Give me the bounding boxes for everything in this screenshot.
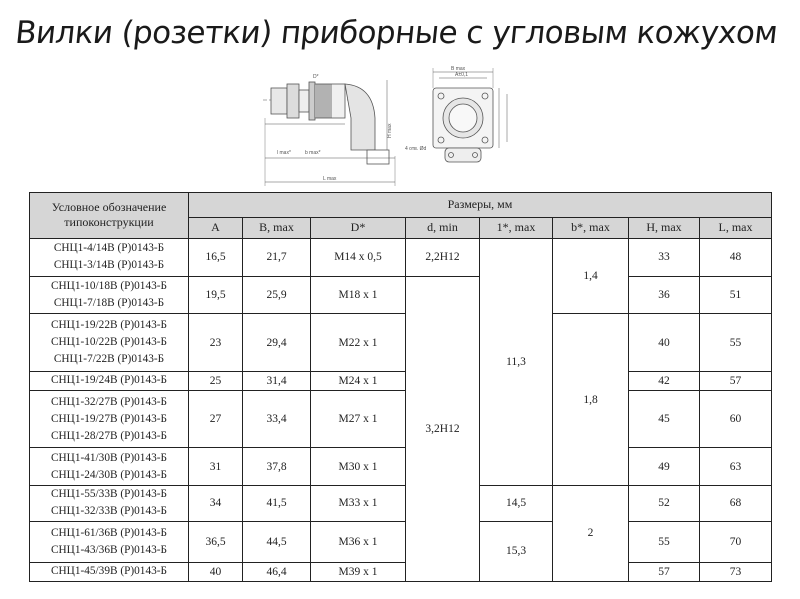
cell-b-max: 29,4 xyxy=(243,314,311,371)
dim-label-b-max: b max* xyxy=(305,150,321,156)
cell-d-thread: M36 x 1 xyxy=(311,521,406,562)
cell-d-thread: M39 x 1 xyxy=(311,562,406,581)
cell-b-max: 25,9 xyxy=(243,276,311,314)
cell-l-big-max: 63 xyxy=(700,448,772,486)
front-view-drawing xyxy=(433,68,507,162)
type-name-cell: СНЦ1-41/30В (Р)0143-Б СНЦ1-24/30В (Р)0143-Б xyxy=(30,448,189,486)
cell-b-max: 37,8 xyxy=(243,448,311,486)
header-sizes: Размеры, мм xyxy=(189,193,772,218)
cell-d-thread: M24 x 1 xyxy=(311,371,406,390)
cell-d-thread: M30 x 1 xyxy=(311,448,406,486)
col-header-a: A xyxy=(189,217,243,238)
table-row xyxy=(30,485,772,521)
col-header-b-small-max: b*, max xyxy=(553,217,629,238)
cell-d-thread: M33 x 1 xyxy=(311,485,406,521)
page-title: Вилки (розетки) приборные с угловым кожухом xyxy=(13,15,780,51)
cell-h-max: 33 xyxy=(629,238,700,276)
type-name-cell: СНЦ1-4/14В (Р)0143-Б СНЦ1-3/14В (Р)0143-Б xyxy=(30,238,189,276)
cell-b-max-group2: 1,8 xyxy=(553,314,629,486)
cell-a: 36,5 xyxy=(189,521,243,562)
col-header-d-thread: D* xyxy=(311,217,406,238)
dim-label-A: A±0,1 xyxy=(455,72,469,78)
dim-label-holes: 4 отв. Ød xyxy=(405,146,427,152)
cell-d-min-group1: 2,2H12 xyxy=(406,238,480,276)
dim-label-l-max: l max* xyxy=(277,150,291,156)
table-row xyxy=(30,238,772,276)
cell-l-big-max: 60 xyxy=(700,391,772,448)
type-name-cell: СНЦ1-10/18В (Р)0143-Б СНЦ1-7/18В (Р)0143-Б xyxy=(30,276,189,314)
cell-b-max: 21,7 xyxy=(243,238,311,276)
type-name-cell: СНЦ1-19/22В (Р)0143-Б СНЦ1-10/22В (Р)0143-Б СНЦ1-7/22В (Р)0143-Б xyxy=(30,314,189,371)
connector-technical-drawing xyxy=(255,58,540,193)
cell-h-max: 42 xyxy=(629,371,700,390)
cell-b-max: 46,4 xyxy=(243,562,311,581)
cell-d-thread: M14 x 0,5 xyxy=(311,238,406,276)
cell-b-max: 44,5 xyxy=(243,521,311,562)
col-header-d-min: d, min xyxy=(406,217,480,238)
table-row xyxy=(30,562,772,581)
dim-label-B-max: B max xyxy=(451,66,466,72)
cell-h-max: 36 xyxy=(629,276,700,314)
cell-b-max: 33,4 xyxy=(243,391,311,448)
cell-l-big-max: 48 xyxy=(700,238,772,276)
type-name-cell: СНЦ1-45/39В (Р)0143-Б xyxy=(30,562,189,581)
cell-a: 31 xyxy=(189,448,243,486)
cell-h-max: 40 xyxy=(629,314,700,371)
table-row xyxy=(30,314,772,371)
side-view-drawing xyxy=(263,80,395,186)
connector-spec-table xyxy=(29,192,772,582)
cell-h-max: 45 xyxy=(629,391,700,448)
cell-d-thread: M22 x 1 xyxy=(311,314,406,371)
cell-a: 23 xyxy=(189,314,243,371)
cell-d-thread: M18 x 1 xyxy=(311,276,406,314)
cell-b-max: 31,4 xyxy=(243,371,311,390)
cell-l-max-group2: 14,5 xyxy=(480,485,553,521)
table-row xyxy=(30,276,772,314)
cell-l-big-max: 70 xyxy=(700,521,772,562)
dim-label-H-max: H max xyxy=(387,123,393,138)
type-name-cell: СНЦ1-61/36В (Р)0143-Б СНЦ1-43/36В (Р)0143-Б xyxy=(30,521,189,562)
table-row xyxy=(30,371,772,390)
cell-l-big-max: 55 xyxy=(700,314,772,371)
col-header-b-max: B, max xyxy=(243,217,311,238)
header-type-designation: Условное обозначение типоконструкции xyxy=(30,193,189,239)
cell-a: 27 xyxy=(189,391,243,448)
cell-a: 34 xyxy=(189,485,243,521)
cell-h-max: 57 xyxy=(629,562,700,581)
cell-b-max: 41,5 xyxy=(243,485,311,521)
cell-b-max-group3: 2 xyxy=(553,485,629,581)
type-name-cell: СНЦ1-55/33В (Р)0143-Б СНЦ1-32/33В (Р)0143-Б xyxy=(30,485,189,521)
cell-d-min-group2: 3,2H12 xyxy=(406,276,480,581)
cell-l-big-max: 51 xyxy=(700,276,772,314)
cell-h-max: 55 xyxy=(629,521,700,562)
col-header-l-max: 1*, max xyxy=(480,217,553,238)
cell-a: 16,5 xyxy=(189,238,243,276)
table-row xyxy=(30,391,772,448)
cell-a: 25 xyxy=(189,371,243,390)
cell-b-max-group1: 1,4 xyxy=(553,238,629,314)
table-row xyxy=(30,521,772,562)
col-header-l-big-max: L, max xyxy=(700,217,772,238)
cell-a: 19,5 xyxy=(189,276,243,314)
type-name-cell: СНЦ1-32/27В (Р)0143-Б СНЦ1-19/27В (Р)0143-Б СНЦ1-28/27В (Р)0143-Б xyxy=(30,391,189,448)
cell-l-max-group3: 15,3 xyxy=(480,521,553,581)
dim-label-D: D* xyxy=(313,74,319,80)
cell-a: 40 xyxy=(189,562,243,581)
cell-l-big-max: 73 xyxy=(700,562,772,581)
cell-l-big-max: 68 xyxy=(700,485,772,521)
type-name-cell: СНЦ1-19/24В (Р)0143-Б xyxy=(30,371,189,390)
cell-l-max-group1: 11,3 xyxy=(480,238,553,485)
table-row xyxy=(30,448,772,486)
col-header-h-max: H, max xyxy=(629,217,700,238)
cell-d-thread: M27 x 1 xyxy=(311,391,406,448)
cell-h-max: 52 xyxy=(629,485,700,521)
dim-label-L-max: L max xyxy=(323,176,337,182)
cell-h-max: 49 xyxy=(629,448,700,486)
cell-l-big-max: 57 xyxy=(700,371,772,390)
